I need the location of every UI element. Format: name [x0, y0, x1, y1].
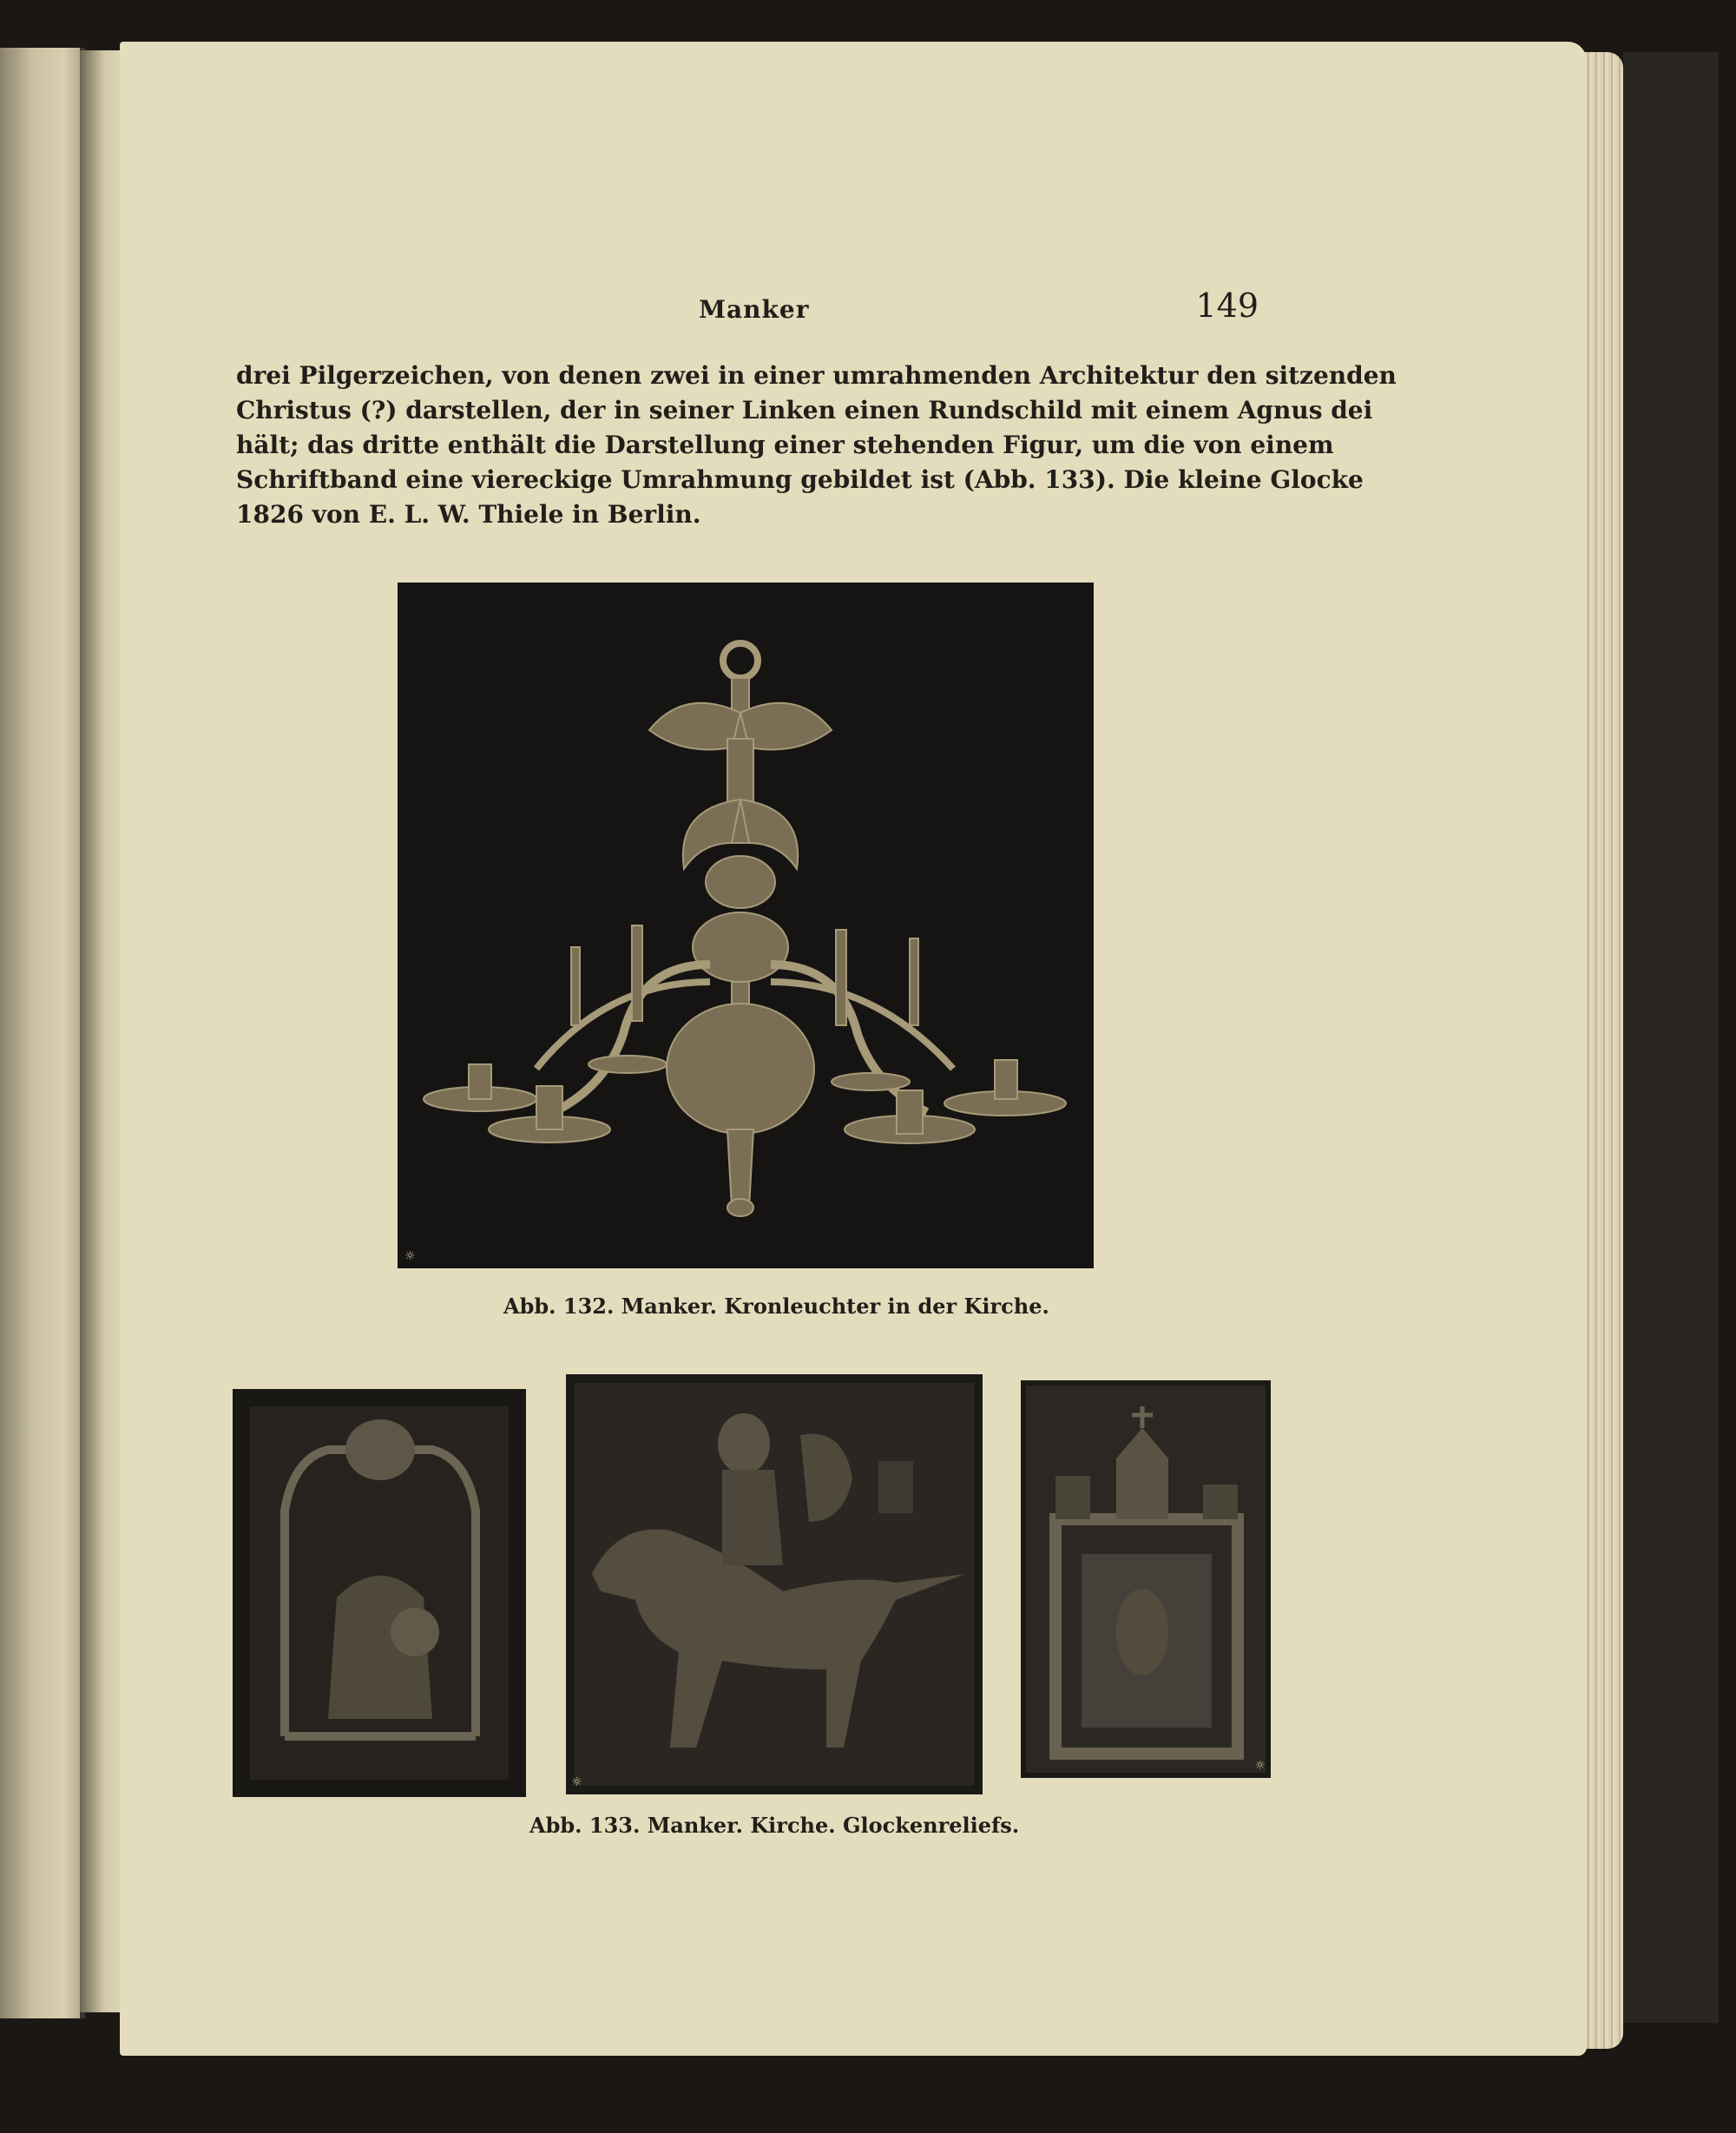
text-line: Schriftband eine viereckige Umrahmung gebildet ist (Abb. 133). Die kleine Glocke	[236, 465, 1364, 494]
book-cover	[1623, 52, 1719, 2023]
left-page	[0, 48, 85, 2018]
photographer-mark: ☼	[1254, 1759, 1266, 1773]
photographer-mark: ☼	[571, 1775, 582, 1789]
figure-133-caption: Abb. 133. Manker. Kirche. Glockenreliefs.	[529, 1813, 1020, 1838]
text-line: Christus (?) darstellen, der in seiner Linken einen Rundschild mit einem Agnus dei	[236, 396, 1373, 425]
running-title: Manker	[699, 295, 810, 324]
photographer-mark: ☼	[404, 1249, 416, 1263]
relief-middle-photo	[566, 1374, 983, 1794]
relief-left-photo	[233, 1389, 526, 1797]
book-gutter	[80, 50, 120, 2012]
text-line: 1826 von E. L. W. Thiele in Berlin.	[236, 500, 701, 529]
relief-right-photo	[1021, 1380, 1271, 1778]
text-line: drei Pilgerzeichen, von denen zwei in einer umrahmenden Architektur den sitzenden	[236, 361, 1397, 390]
chandelier-photo	[398, 583, 1094, 1268]
figure-132-caption: Abb. 132. Manker. Kronleuchter in der Kirche.	[503, 1294, 1049, 1319]
page-number: 149	[1195, 286, 1259, 325]
body-paragraph	[236, 359, 1397, 532]
text-line: hält; das dritte enthält die Darstellung einer stehenden Figur, um die von einem	[236, 431, 1334, 459]
